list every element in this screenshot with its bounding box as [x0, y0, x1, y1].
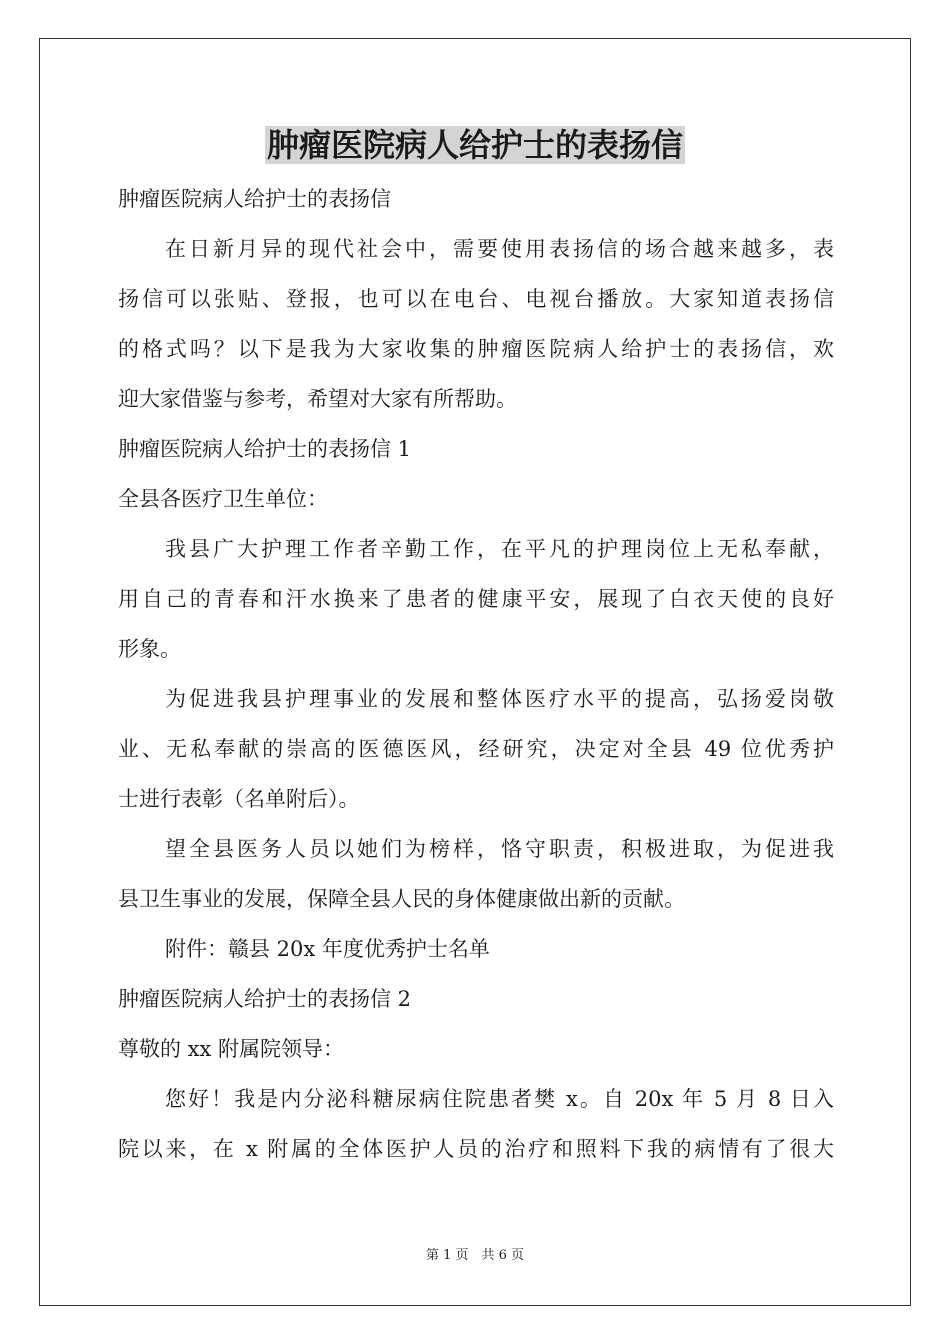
body-line: 迎大家借鉴与参考，希望对大家有所帮助。 — [118, 387, 517, 411]
page-footer: 第 1 页 共 6 页 — [425, 1248, 525, 1263]
body-line: 形象。 — [118, 637, 181, 661]
section-heading: 肿瘤医院病人给护士的表扬信 2 — [118, 987, 412, 1011]
body-line: 扬信可以张贴、登报，也可以在电台、电视台播放。大家知道表扬信 — [118, 287, 834, 311]
document-title-text: 肿瘤医院病人给护士的表扬信 — [266, 126, 683, 164]
body-line: 业、无私奉献的崇高的医德医风，经研究，决定对全县 49 位优秀护 — [118, 737, 834, 761]
body-line: 用自己的青春和汗水换来了患者的健康平安，展现了白衣天使的良好 — [118, 587, 834, 611]
document-title — [0, 122, 950, 168]
section-heading: 肿瘤医院病人给护士的表扬信 1 — [118, 437, 412, 461]
body-line: 我县广大护理工作者辛勤工作，在平凡的护理岗位上无私奉献， — [165, 537, 834, 561]
body-line: 在日新月异的现代社会中，需要使用表扬信的场合越来越多，表 — [165, 237, 834, 261]
subtitle-line: 肿瘤医院病人给护士的表扬信 — [118, 187, 391, 211]
body-line: 望全县医务人员以她们为榜样，恪守职责，积极进取，为促进我 — [165, 837, 834, 861]
attachment-line: 附件：赣县 20x 年度优秀护士名单 — [165, 937, 490, 961]
body-line: 您好！我是内分泌科糖尿病住院患者樊 x。自 20x 年 5 月 8 日入 — [165, 1087, 834, 1111]
body-line: 县卫生事业的发展，保障全县人民的身体健康做出新的贡献。 — [118, 887, 685, 911]
page-border — [39, 38, 911, 1306]
body-line: 士进行表彰（名单附后）。 — [118, 787, 360, 811]
body-line: 院以来，在 x 附属的全体医护人员的治疗和照料下我的病情有了很大 — [118, 1137, 834, 1161]
body-line: 的格式吗？以下是我为大家收集的肿瘤医院病人给护士的表扬信，欢 — [118, 337, 834, 361]
body-line: 为促进我县护理事业的发展和整体医疗水平的提高，弘扬爱岗敬 — [165, 687, 834, 711]
salutation-line: 尊敬的 xx 附属院领导： — [118, 1037, 345, 1061]
salutation-line: 全县各医疗卫生单位： — [118, 487, 328, 511]
